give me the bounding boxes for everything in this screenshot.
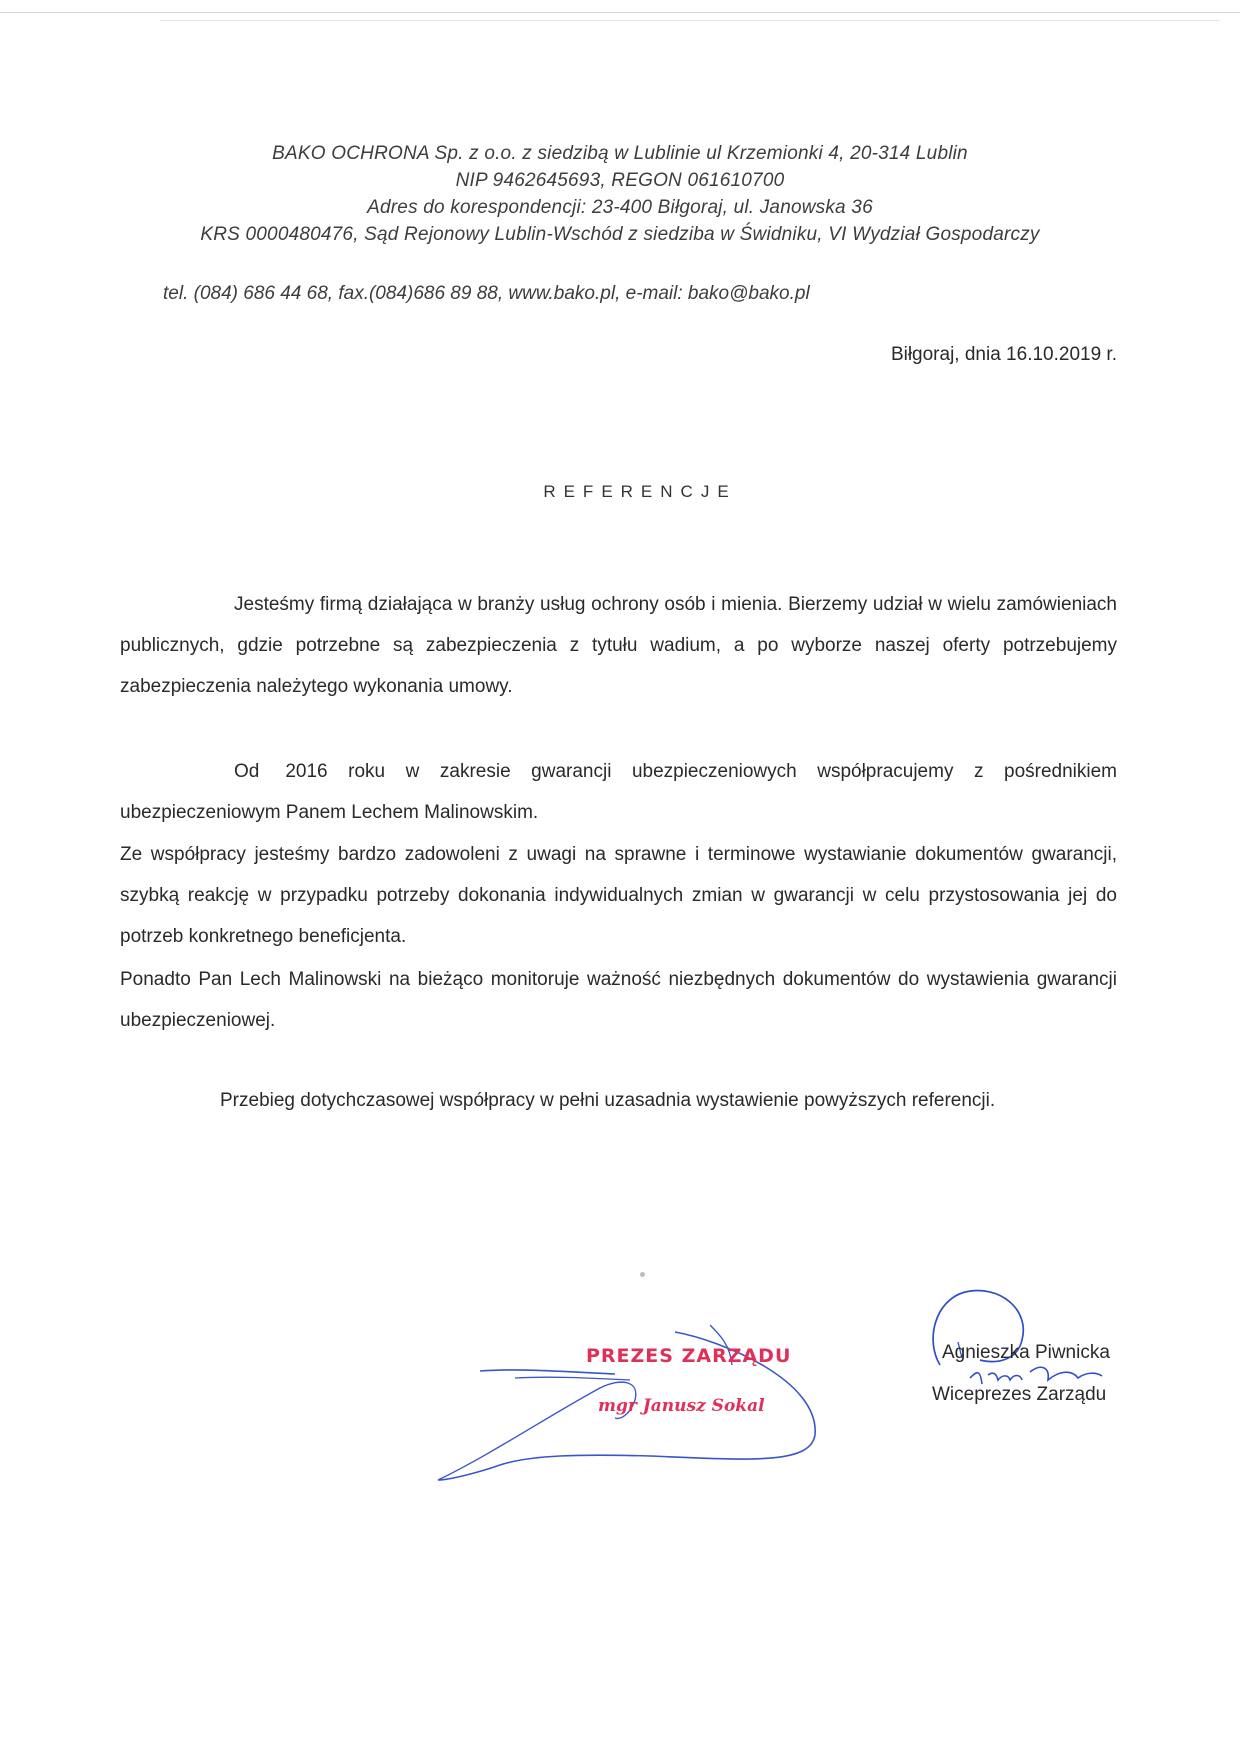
scan-edge [0,12,1240,20]
president-signature-scribble [420,1290,840,1490]
header-line-krs: KRS 0000480476, Sąd Rejonowy Lublin-Wschód z siedziba w Świdniku, VI Wydział Gospodarczy [200,224,1040,245]
paragraph-2 [120,751,1117,833]
paragraph-2-start: Od [234,761,260,782]
document-title: REFERENCJE [543,482,737,501]
president-stamp [420,1290,840,1490]
paragraph-2-rest: 2016 roku w zakresie gwarancji ubezpieczeniowych współpracujemy z pośrednikiem ubezpieczeniowym Panem Lechem Malinowskim. [120,761,1117,823]
header-line-nip: NIP 9462645693, REGON 061610700 [455,170,785,191]
scan-speck [640,1272,645,1277]
paragraph-1: Jesteśmy firmą działająca w branży usług ochrony osób i mienia. Bierzemy udział w wielu zamówieniach publicznych, gdzie potrzebne są zabezpieczenia z tytułu wadium, a po wyborze naszej oferty potrzebujemy zabezpieczenia należytego wykonania umowy. [120,594,1117,697]
signer-name: Agnieszka Piwnicka [942,1342,1110,1363]
contact-line: tel. (084) 686 44 68, fax.(084)686 89 88, www.bako.pl, e-mail: bako@bako.pl [163,283,810,304]
paragraph-4: Ponadto Pan Lech Malinowski na bieżąco monitoruje ważność niezbędnych dokumentów do wystawienia gwarancji ubezpieczeniowej. [120,969,1117,1031]
stamp-name: mgr Janusz Sokal [598,1396,765,1416]
paragraph-5: Przebieg dotychczasowej współpracy w pełni uzasadnia wystawienie powyższych referencji. [220,1090,996,1111]
document-date: Biłgoraj, dnia 16.10.2019 r. [890,344,1117,365]
paragraph-3: Ze współpracy jesteśmy bardzo zadowoleni z uwagi na sprawne i terminowe wystawianie dokumentów gwarancji, szybką reakcję w przypadku potrzeby dokonania indywidualnych zmian w gwarancji w celu przystosowania jej do potrzeb konkretnego beneficjenta. [120,844,1117,947]
stamp-title: PREZES ZARZĄDU [586,1345,792,1367]
scan-edge-line [160,20,1220,21]
header-line-company: BAKO OCHRONA Sp. z o.o. z siedzibą w Lublinie ul Krzemionki 4, 20-314 Lublin [272,143,968,164]
company-header [0,140,1240,248]
signer-role: Wiceprezes Zarządu [932,1384,1107,1405]
vice-president-signature [910,1280,1130,1430]
header-line-address: Adres do korespondencji: 23-400 Biłgoraj, ul. Janowska 36 [367,197,873,218]
